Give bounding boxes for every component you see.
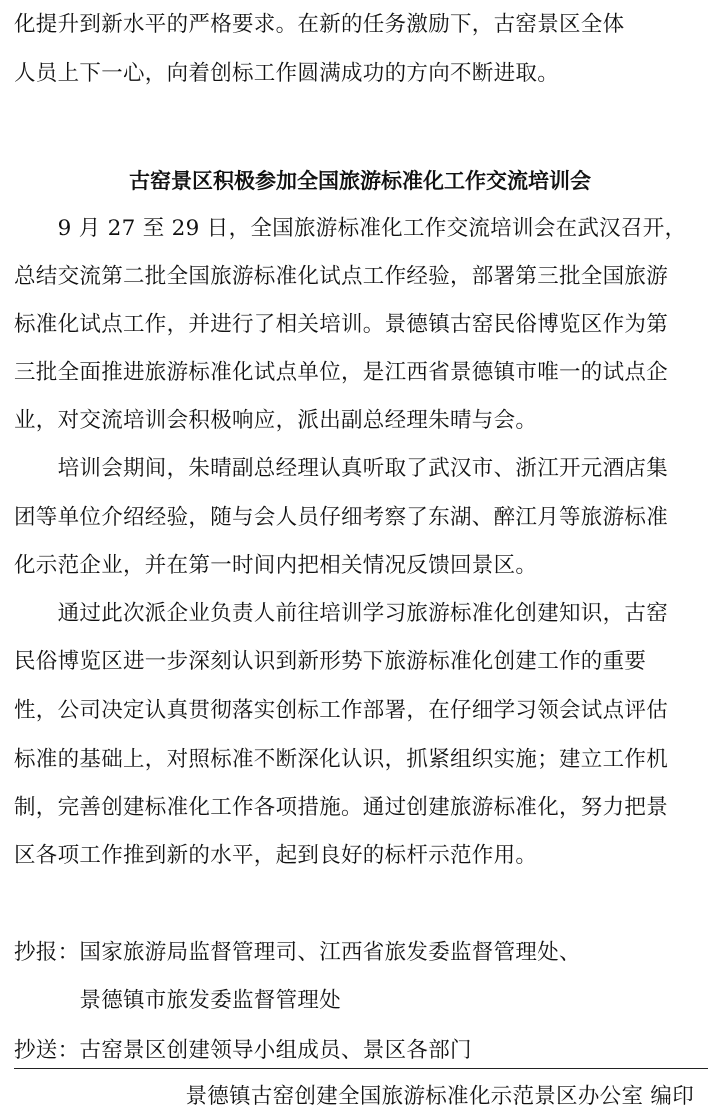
cc-report-line-2: 景德镇市旅发委监督管理处 <box>14 988 342 1013</box>
article-line: 业，对交流培训会积极响应，派出副总经理朱晴与会。 <box>14 408 538 433</box>
article-line: 标准化试点工作，并进行了相关培训。景德镇古窑民俗博览区作为第 <box>14 312 669 337</box>
intro-line-2: 人员上下一心，向着创标工作圆满成功的方向不断进取。 <box>14 61 560 86</box>
issuer-line: 景德镇古窑创建全国旅游标准化示范景区办公室 编印 <box>185 1084 694 1109</box>
article-line: 团等单位介绍经验，随与会人员仔细考察了东湖、醉江月等旅游标准 <box>14 505 669 530</box>
article-line: 总结交流第二批全国旅游标准化试点工作经验，部署第三批全国旅游 <box>14 264 669 289</box>
footer-divider <box>14 1068 708 1069</box>
article-line: 标准的基础上，对照标准不断深化认识，抓紧组织实施；建立工作机 <box>14 747 669 772</box>
article-line: 通过此次派企业负责人前往培训学习旅游标准化创建知识，古窑 <box>14 601 669 626</box>
intro-line-1: 化提升到新水平的严格要求。在新的任务激励下，古窑景区全体 <box>14 12 625 37</box>
article-line: 三批全面推进旅游标准化试点单位，是江西省景德镇市唯一的试点企 <box>14 360 669 385</box>
article-line: 化示范企业，并在第一时间内把相关情况反馈回景区。 <box>14 553 538 578</box>
cc-send-line: 抄送：古窑景区创建领导小组成员、景区各部门 <box>14 1038 472 1063</box>
article-title: 古窑景区积极参加全国旅游标准化工作交流培训会 <box>129 168 591 193</box>
article-line: 性，公司决定认真贯彻落实创标工作部署，在仔细学习领会试点评估 <box>14 698 669 723</box>
article-line: 培训会期间，朱晴副总经理认真听取了武汉市、浙江开元酒店集 <box>14 456 669 481</box>
article-line: 制，完善创建标准化工作各项措施。通过创建旅游标准化，努力把景 <box>14 795 669 820</box>
article-line: 民俗博览区进一步深刻认识到新形势下旅游标准化创建工作的重要 <box>14 649 647 674</box>
article-line: 9 月 27 至 29 日，全国旅游标准化工作交流培训会在武汉召开， <box>14 216 687 241</box>
article-line: 区各项工作推到新的水平，起到良好的标杆示范作用。 <box>14 843 538 868</box>
cc-report-line-1: 抄报：国家旅游局监督管理司、江西省旅发委监督管理处、 <box>14 940 581 965</box>
